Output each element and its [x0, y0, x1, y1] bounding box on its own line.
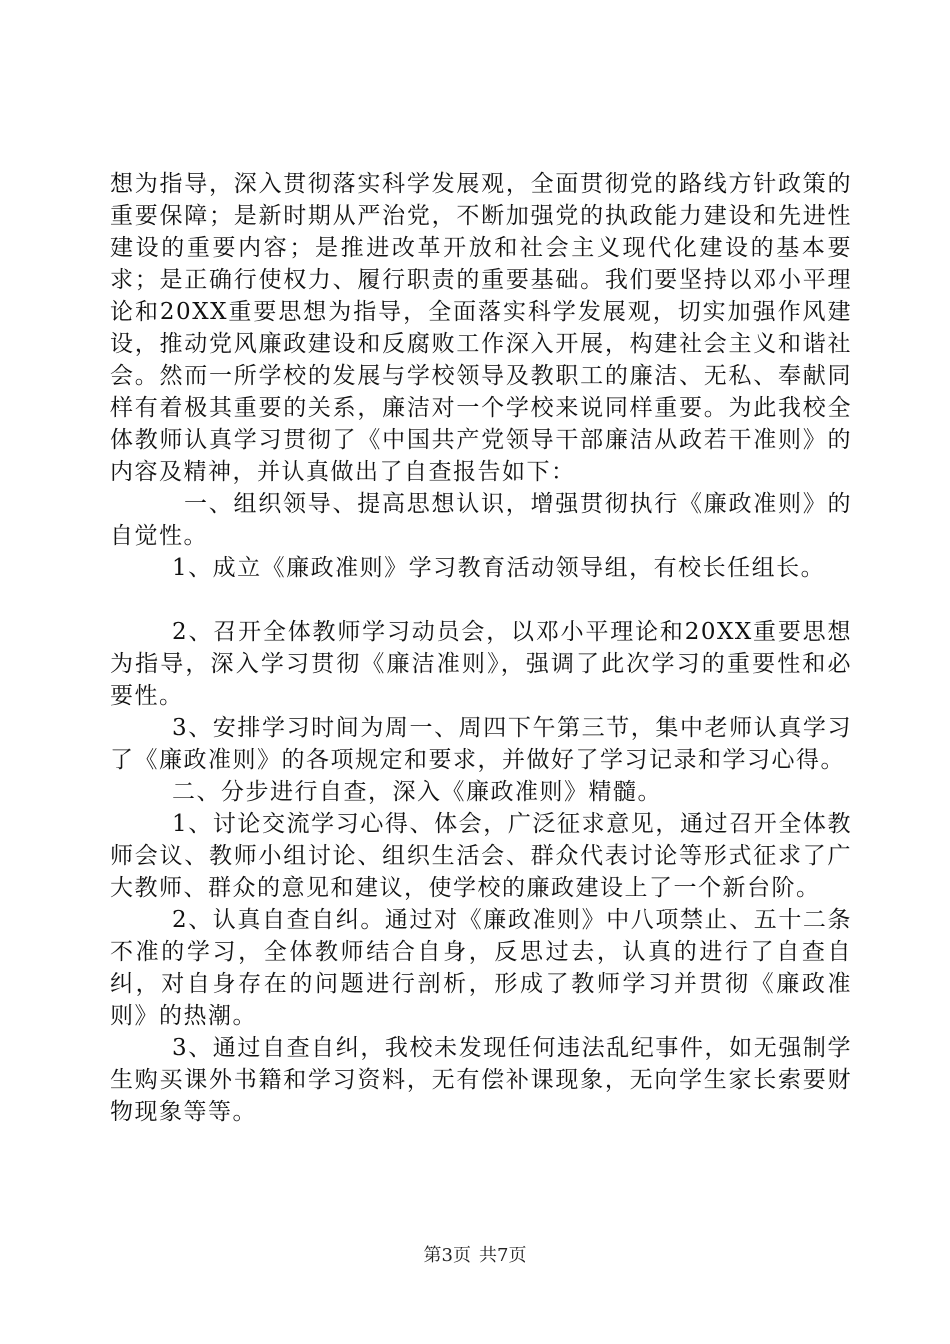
section-2-item-2: 2、认真自查自纠。通过对《廉政准则》中八项禁止、五十二条不准的学习，全体教师结合自身，反思过去，认真的进行了自查自纠，对自身存在的问题进行剖析，形成了教师学习并贯彻《廉政准则》的热潮。	[110, 907, 852, 1029]
intro-paragraph: 想为指导，深入贯彻落实科学发展观，全面贯彻党的路线方针政策的重要保障；是新时期从严治党，不断加强党的执政能力建设和先进性建设的重要内容；是推进改革开放和社会主义现代化建设的基本要求；是正确行使权力、履行职责的重要基础。我们要坚持以邓小平理论和20XX重要思想为指导，全面落实科学发展观，切实加强作风建设，推动党风廉政建设和反腐败工作深入开展，构建社会主义和谐社会。然而一所学校的发展与学校领导及教职工的廉洁、无私、奉献同样有着极其重要的关系，廉洁对一个学校来说同样重要。为此我校全体教师认真学习贯彻了《中国共产党领导干部廉洁从政若干准则》的内容及精神，并认真做出了自查报告如下：	[110, 171, 852, 485]
section-2-item-1: 1、讨论交流学习心得、体会，广泛征求意见，通过召开全体教师会议、教师小组讨论、组织生活会、群众代表讨论等形式征求了广大教师、群众的意见和建议，使学校的廉政建设上了一个新台阶。	[110, 811, 852, 901]
section-heading-2: 二、分步进行自查，深入《廉政准则》精髓。	[172, 779, 662, 805]
section-2-item-3: 3、通过自查自纠，我校未发现任何违法乱纪事件，如无强制学生购买课外书籍和学习资料，无有偿补课现象，无向学生家长索要财物现象等等。	[110, 1035, 852, 1125]
section-1-item-1: 1、成立《廉政准则》学习教育活动领导组，有校长任组长。	[172, 555, 826, 581]
document-body	[110, 168, 852, 1128]
section-1-item-2: 2、召开全体教师学习动员会，以邓小平理论和20XX重要思想为指导，深入学习贯彻《廉洁准则》，强调了此次学习的重要性和必要性。	[110, 619, 852, 709]
page-total: 共7页	[479, 1245, 527, 1266]
section-heading-1: 一、组织领导、提高思想认识，增强贯彻执行《廉政准则》的自觉性。	[110, 491, 852, 549]
page-number: 第3页	[423, 1245, 471, 1266]
section-1-item-3: 3、安排学习时间为周一、周四下午第三节，集中老师认真学习了《廉政准则》的各项规定和要求，并做好了学习记录和学习心得。	[110, 715, 852, 773]
page-footer	[0, 1244, 950, 1268]
